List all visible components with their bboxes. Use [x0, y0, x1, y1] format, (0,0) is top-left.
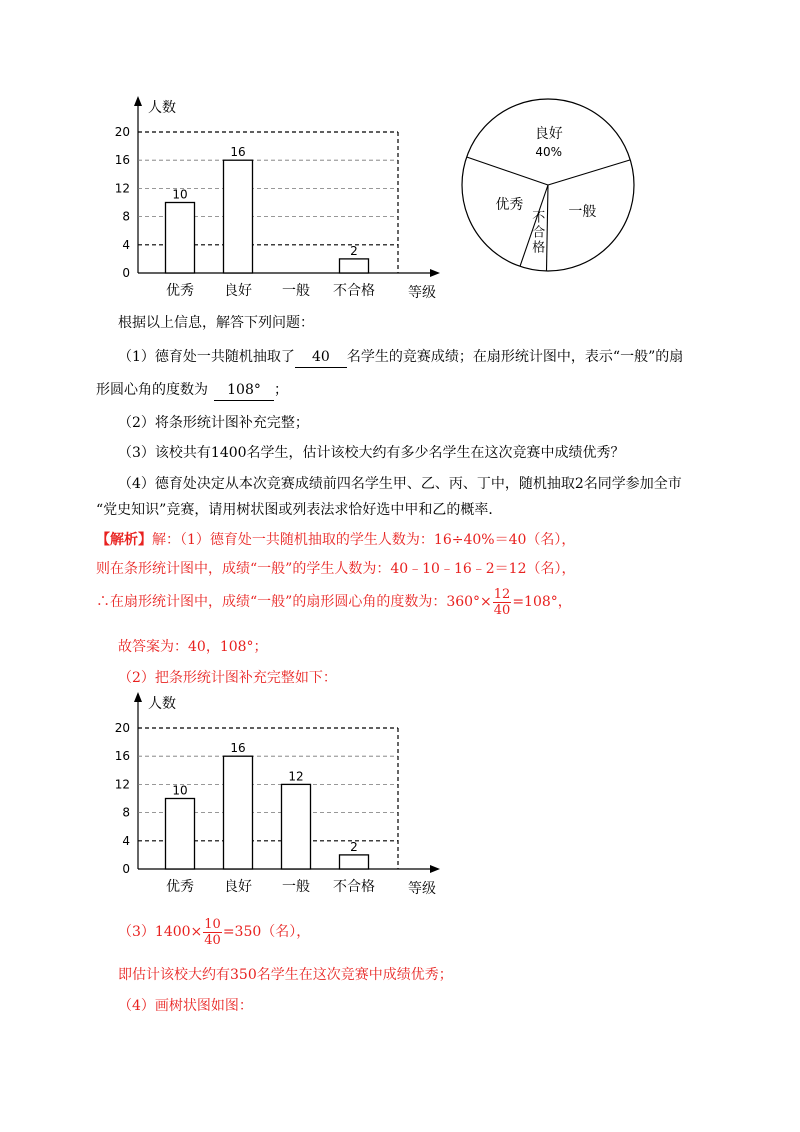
pie-label-char: 格	[532, 240, 546, 256]
x-axis-label: 等级	[408, 285, 436, 301]
pie-label-一般: 一般	[568, 203, 597, 220]
bar-value-label: 10	[172, 187, 188, 202]
pie-label-char: 不	[532, 210, 546, 226]
solution-4: （4）画树状图如图：	[118, 998, 253, 1014]
pie-label-良好: 良好	[534, 126, 563, 143]
bar-不合格	[340, 855, 369, 869]
bar-value-label: 2	[350, 243, 358, 258]
y-axis-label: 人数	[148, 696, 176, 712]
y-tick-label: 20	[114, 721, 130, 735]
x-tick-label: 优秀	[166, 879, 194, 895]
bar-chart-completed	[108, 688, 448, 900]
fraction-12-40: $\frac{12}{40}$	[493, 586, 511, 618]
y-tick-label: 20	[114, 125, 130, 139]
x-tick-label: 良好	[224, 879, 252, 895]
question-4: （4）德育处决定从本次竞赛成绩前四名学生甲、乙、丙、丁中，随机抽取2名同学参加全市	[118, 476, 682, 492]
pie-chart	[458, 95, 638, 275]
x-tick-label: 一般	[282, 283, 310, 299]
y-tick-label: 0	[122, 266, 130, 280]
bar-value-label: 12	[288, 769, 304, 784]
question-3: （3）该校共有1400名学生，估计该校大约有多少名学生在这次竞赛中成绩优秀？	[118, 445, 625, 461]
y-tick-label: 12	[114, 777, 130, 792]
bar-不合格	[340, 259, 369, 273]
y-axis-label: 人数	[148, 100, 176, 116]
solution-2: （2）把条形统计图补充完整如下：	[118, 670, 337, 686]
solution-1b: 则在条形统计图中，成绩“一般”的学生人数为：40﹣10﹣16﹣2＝12（名），	[96, 561, 576, 577]
pie-label-char: 合	[532, 225, 546, 241]
fraction-10-40: $\frac{10}{40}$	[204, 916, 221, 948]
x-tick-label: 一般	[282, 879, 310, 895]
y-tick-label: 4	[122, 237, 130, 252]
pie-percent-label: 40%	[535, 145, 563, 160]
y-axis-arrow	[134, 692, 142, 702]
question-2: （2）将条形统计图补充完整；	[118, 415, 309, 431]
bar-value-label: 2	[350, 839, 358, 854]
solution-1a: 【解析】解：（1）德育处一共随机抽取的学生人数为：16÷40%＝40（名），	[96, 532, 576, 548]
question-1-cont: 形圆心角的度数为 108° ；	[96, 380, 288, 401]
y-tick-label: 12	[114, 181, 130, 196]
x-tick-label: 不合格	[333, 879, 375, 895]
y-tick-label: 4	[122, 833, 130, 848]
y-axis-arrow	[134, 96, 142, 106]
x-tick-label: 良好	[224, 283, 252, 299]
solution-1c: ∴在扇形统计图中，成绩“一般”的扇形圆心角的度数为：360°× $\frac{12}{40}$ =108°，	[96, 586, 572, 618]
question-4-cont: “党史知识”竞赛，请用树状图或列表法求恰好选中甲和乙的概率．	[96, 502, 503, 518]
y-tick-label: 8	[122, 209, 130, 224]
solution-3b: 即估计该校大约有350名学生在这次竞赛中成绩优秀；	[118, 967, 453, 983]
y-tick-label: 0	[122, 862, 130, 876]
pie-label-优秀: 优秀	[495, 196, 524, 213]
y-tick-label: 16	[114, 153, 130, 168]
x-tick-label: 不合格	[333, 283, 375, 299]
question-1: （1）德育处一共随机抽取了 40 名学生的竞赛成绩；在扇形统计图中，表示“一般”的扇	[118, 347, 683, 368]
bar-良好	[224, 160, 253, 273]
solution-1d: 故答案为：40，108°；	[118, 639, 268, 655]
bar-chart-original	[108, 92, 448, 304]
y-tick-label: 8	[122, 805, 130, 820]
x-axis-arrow	[430, 269, 440, 277]
bar-一般	[282, 784, 311, 869]
bar-value-label: 10	[172, 783, 188, 798]
y-tick-label: 16	[114, 749, 130, 764]
bar-value-label: 16	[230, 741, 246, 756]
solution-tag: 【解析】	[96, 532, 152, 548]
bar-value-label: 16	[230, 145, 246, 160]
x-axis-arrow	[430, 865, 440, 873]
answer-blank-angle: 108°	[214, 380, 274, 401]
bar-优秀	[166, 203, 195, 274]
intro-text: 根据以上信息，解答下列问题：	[118, 315, 314, 331]
answer-blank-count: 40	[295, 347, 347, 368]
x-tick-label: 优秀	[166, 283, 194, 299]
bar-优秀	[166, 799, 195, 870]
x-axis-label: 等级	[408, 881, 436, 897]
bar-良好	[224, 756, 253, 869]
solution-3: （3）1400× $\frac{10}{40}$ =350（名），	[118, 916, 311, 948]
